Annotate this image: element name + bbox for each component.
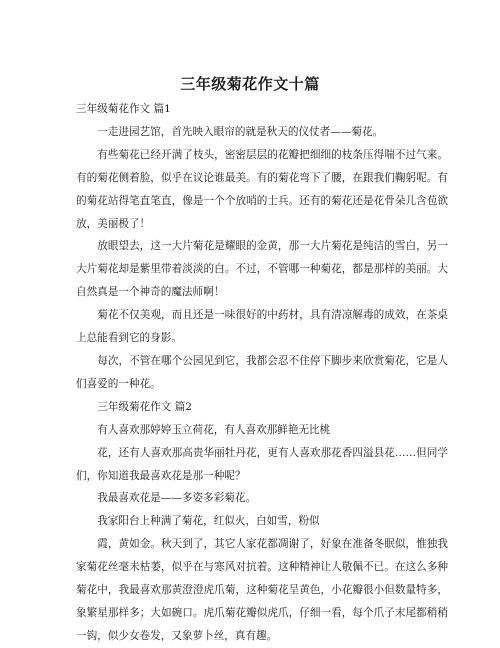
document-title: 三年级菊花作文十篇	[180, 75, 320, 93]
paragraph: 我最喜欢花是——多姿多彩菊花。	[97, 492, 257, 505]
paragraph: 每次，不管在哪个公园见到它，我都会忍不住停下脚步来欣赏菊花，它是人们喜爱的一种花。	[76, 354, 448, 390]
paragraph: 我家阳台上种满了菊花，红似火，白如雪，粉似	[97, 515, 320, 528]
paragraph: 花，还有人喜欢那高贵华丽牡丹花，更有人喜欢那花香四溢县花……但同学们，你知道我最喜欢花是那一种呢？	[76, 446, 448, 482]
paragraph: 一走进园艺馆，首先映入眼帘的就是秋天的仪仗者——菊花。	[97, 125, 384, 138]
paragraph: 有人喜欢那婷婷玉立荷花，有人喜欢那鲜艳无比桃	[97, 423, 331, 436]
paragraph: 有些菊花已经开满了枝头，密密层层的花瓣把细细的枝条压得喘不过气来。有的菊花侧着脸，似乎在议论谁最美。有的菊花弯下了腰，在跟我们鞠躬呢。有的菊花站得笔直笔直，像是一个个放哨的士兵。还有的菊花还是花骨朵儿含苞欲放，美丽极了！	[76, 148, 448, 230]
paragraph: 菊花不仅美观，而且还是一味很好的中药材，具有清凉解毒的成效，在茶桌上总能看到它的身影。	[76, 309, 448, 345]
section-heading: 三年级菊花作文 篇1	[76, 103, 171, 115]
section-heading: 三年级菊花作文 篇2	[97, 400, 193, 413]
document-body	[76, 98, 448, 648]
paragraph: 霞，黄如金。秋天到了，其它人家花都凋谢了，好象在准备冬眠似，惟独我家菊花丝毫未枯萎，似乎在与寒风对抗着。这种精神让人敬佩不已。在这么多种菊花中，我最喜欢那黄澄澄虎爪菊，这种菊花呈黄色，小花瓣很小但数量特多，象繁星那样多；大如碗口。虎爪菊花瓣似虎爪，仔细一看，每个爪子末尾都稍稍一钩，似少女卷发，又象萝卜丝，真有趣。	[76, 538, 448, 642]
paragraph: 放眼望去，这一大片菊花是耀眼的金黄，那一大片菊花是纯洁的雪白，另一大片菊花却是紫里带着淡淡的白。不过，不管哪一种菊花，都是那样的美丽。大自然真是一个神奇的魔法师啊！	[76, 240, 448, 299]
